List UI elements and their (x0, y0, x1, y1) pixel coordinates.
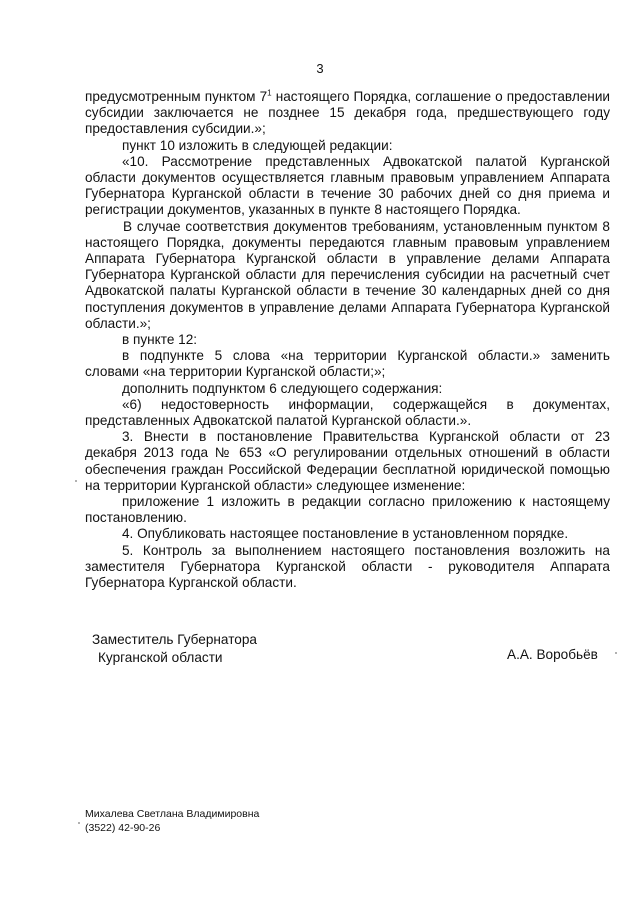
signatory-position-line1: Заместитель Губернатора (92, 632, 257, 647)
paragraph-6: в подпункте 5 слова «на территории Курганской области.» заменить словами «на территории Курганской области;»; (85, 348, 610, 380)
scan-speck (78, 822, 80, 824)
executor-name: Михалева Светлана Владимировна (85, 808, 260, 820)
scan-speck (615, 652, 617, 654)
scan-speck (75, 480, 77, 482)
executor-phone: (3522) 42-90-26 (85, 821, 161, 834)
page-number: 3 (316, 61, 324, 76)
paragraph-3: «10. Рассмотрение представленных Адвокатской палатой Курганской области документов осуществляется главным правовым управлением Аппарата Губернатора Курганской области в течение 30 рабочих дней со дня приема и регистрации документов, указанных в пункте 8 настоящего Порядка. (85, 153, 610, 218)
paragraph-12: 5. Контроль за выполнением настоящего постановления возложить на заместителя Губернатора Курганской области - руководителя Аппарата Губернатора Курганской области. (85, 542, 610, 591)
paragraph-4: В случае соответствия документов требованиям, установленным пунктом 8 настоящего Порядка, документы передаются главным правовым управлением Аппарата Губернатора Курганской области в управление делами Аппарата Губернатора Курганской области для перечисления субсидии на расчетный счет Адвокатской палаты Курганской области в течение 30 календарных дней со дня поступления документов в управление делами Аппарата Губернатора Курганской области.»; (85, 218, 610, 331)
signatory-name: А.А. Воробьёв (507, 647, 598, 662)
paragraph-10: приложение 1 изложить в редакции согласно приложению к настоящему постановлению. (85, 494, 610, 526)
paragraph-1: предусмотренным пунктом $7^1$ настоящего Порядка, соглашение о предоставлении субсидии заключается не позднее 15 декабря года, предшествующего году предоставления субсидии.»; (85, 88, 611, 137)
paragraph-11: 4. Опубликовать настоящее постановление в установленном порядке. (122, 526, 569, 542)
paragraph-2: пункт 10 изложить в следующей редакции: (122, 137, 393, 153)
paragraph-7: дополнить подпунктом 6 следующего содержания: (122, 380, 443, 396)
document-body (85, 89, 610, 591)
paragraph-5: в пункте 12: (122, 332, 198, 348)
paragraph-9: 3. Внести в постановление Правительства Курганской области от 23 декабря 2013 года № 653 «О регулировании отдельных отношений в области обеспечения граждан Российской Федерации бесплатной юридической помощью на территории Курганской области» следующее изменение: (85, 429, 610, 493)
signatory-position (92, 631, 257, 667)
paragraph-8: «6) недостоверность информации, содержащейся в документах, представленных Адвокатской палатой Курганской области.». (85, 396, 610, 429)
signatory-position-line2: Курганской области (98, 650, 223, 665)
executor-info (85, 808, 259, 835)
